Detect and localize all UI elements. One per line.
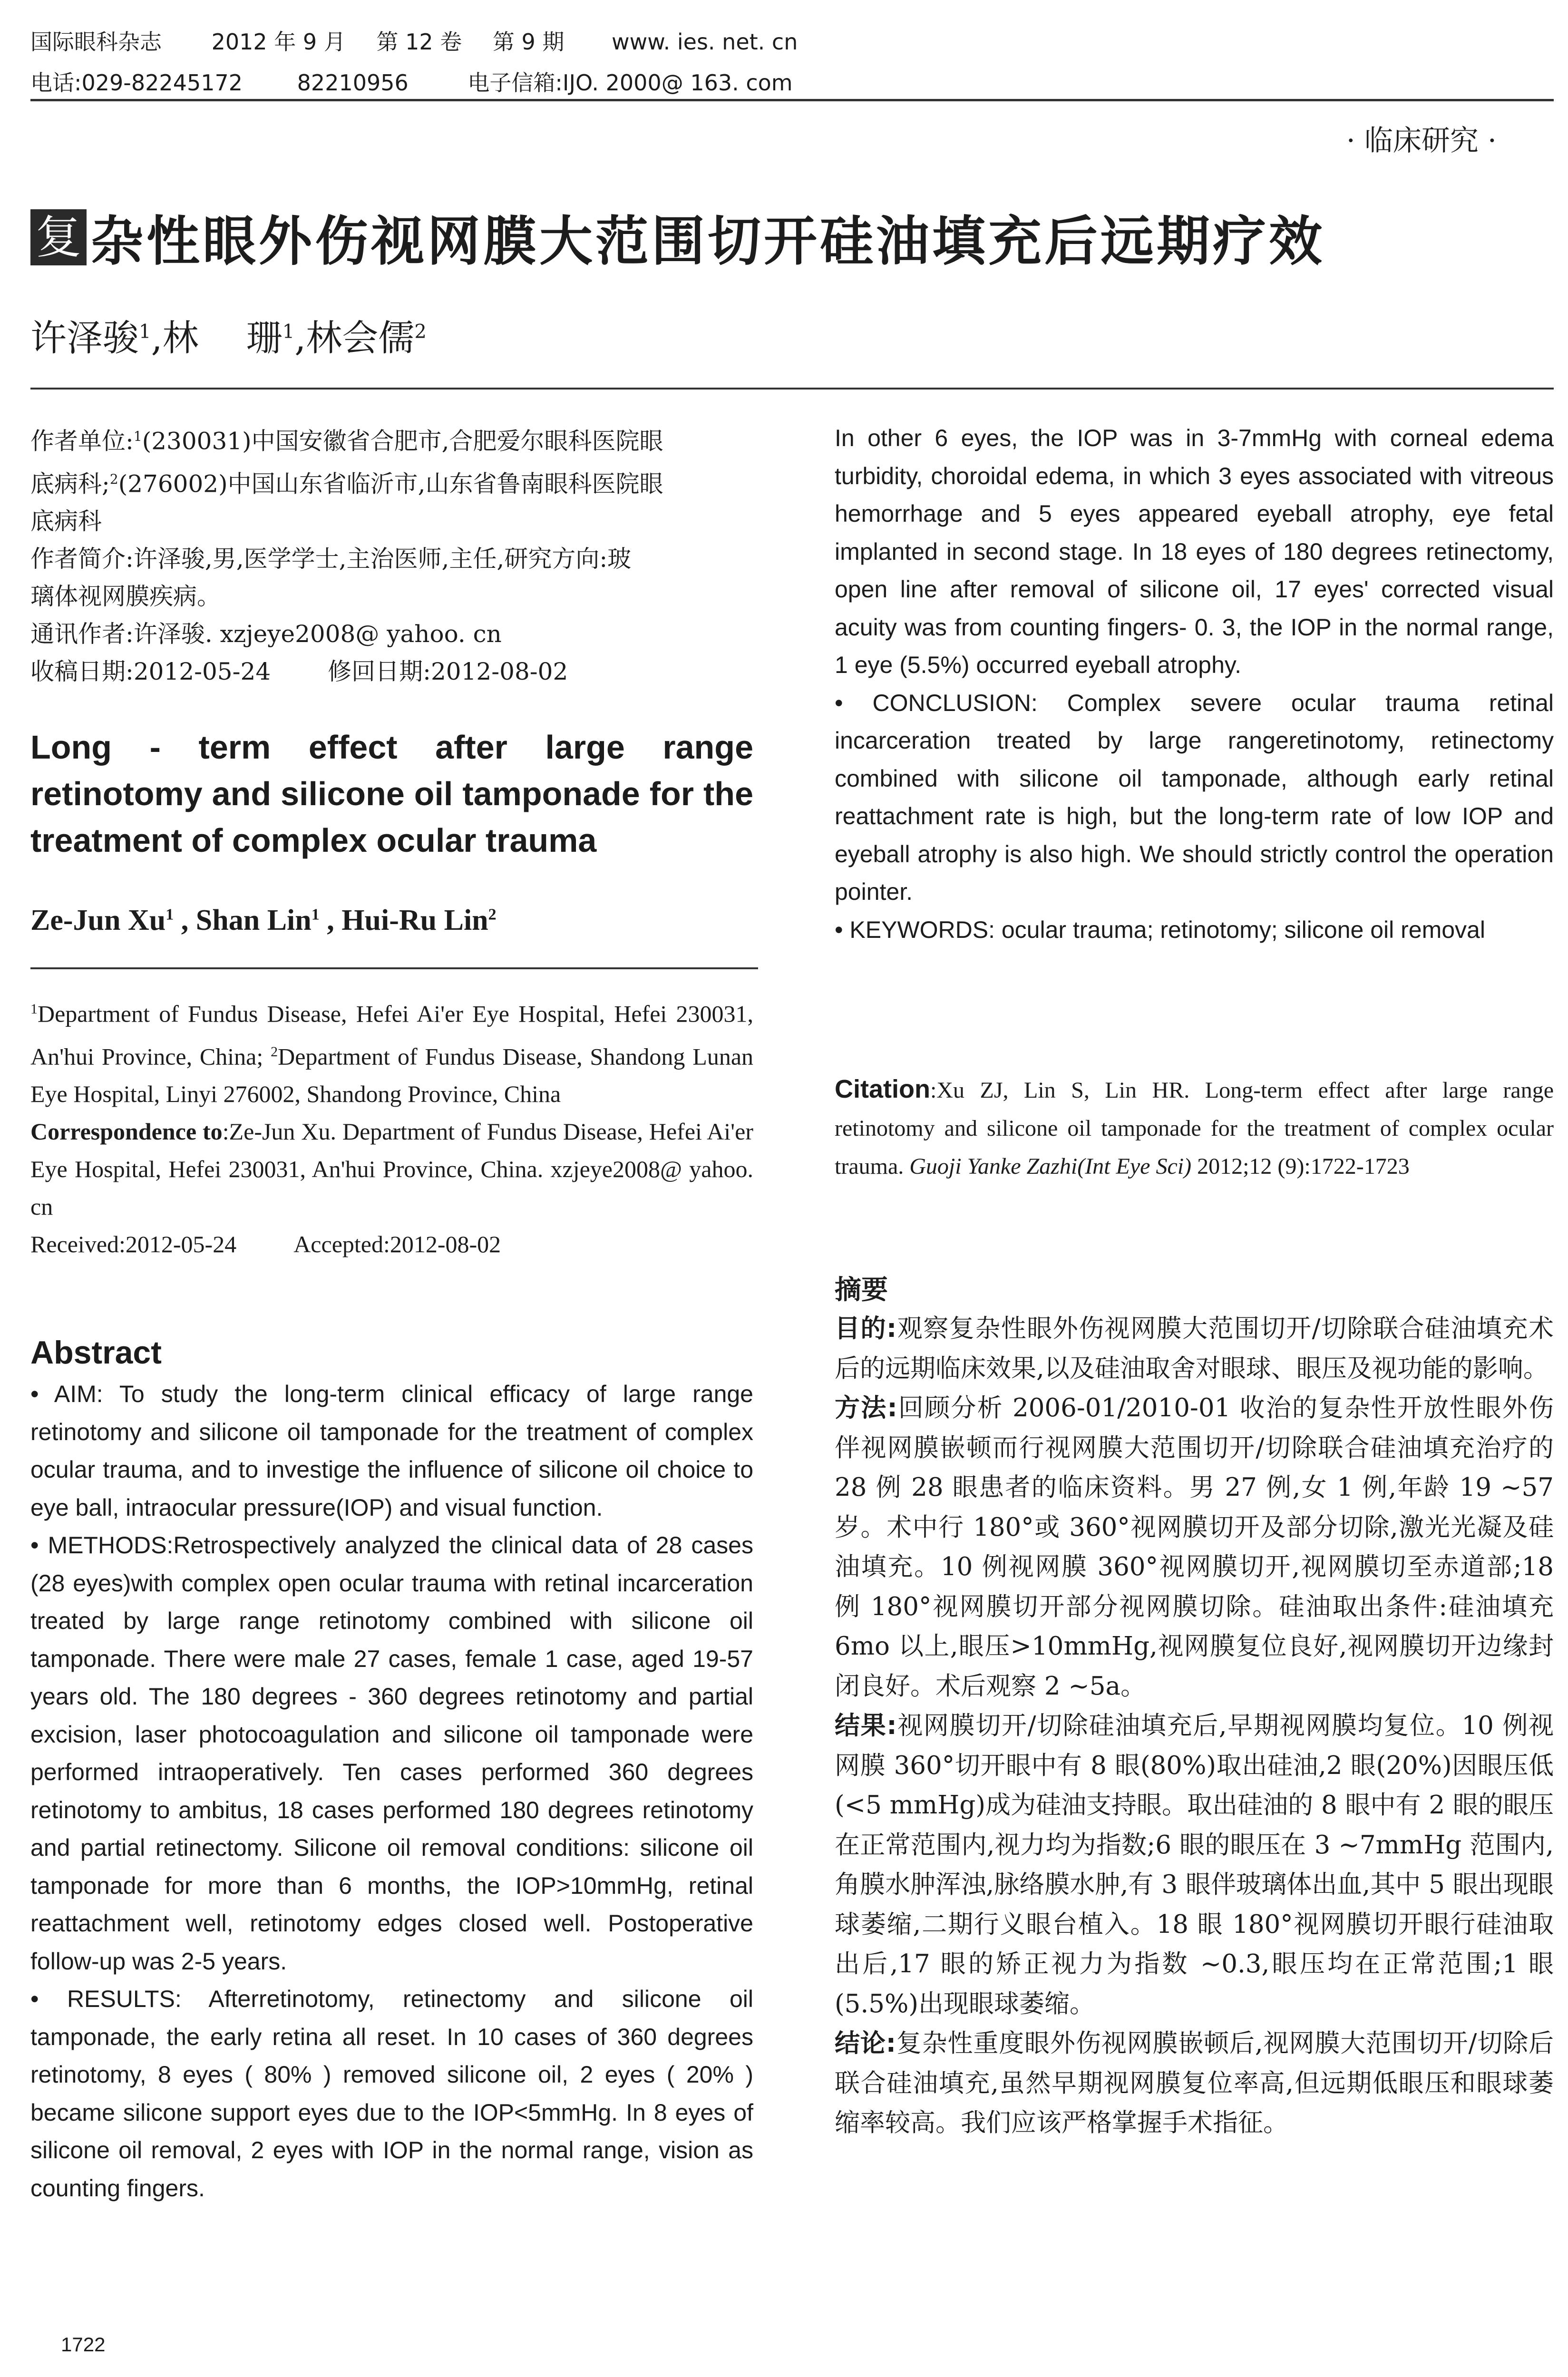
citation	[835, 1070, 1554, 1186]
en-authors: Ze-Jun Xu$^1$ , Shan Lin$^1$ , Hui-Ru Lin$^2$	[30, 904, 497, 936]
cn-results: 视网膜切开/切除硅油填充后,早期视网膜均复位。10 例视网膜 360°切开眼中有 8 眼(80%)取出硅油,2 眼(20%)因眼压低(<5 mmHg)成为硅油支持眼。取出硅油的 8 眼中有 2 眼的眼压在正常范围内,视力均为指数;6 眼的眼压在 3 ~7mmHg 范围内,角膜水肿浑浊,脉络膜水肿,有 3 眼伴玻璃体出血,其中 5 眼出现眼球萎缩,二期行义眼台植入。18 眼 180°视网膜切开眼行硅油取出后,17 眼的矫正视力为指数 ~0.3,眼压均在正常范围;1 眼(5.5%)出现眼球萎缩。	[835, 1711, 1554, 2018]
bio-line-1: 作者简介:许泽骏,男,医学学士,主治医师,主任,研究方向:玻	[30, 545, 632, 573]
author-cn-3-sup: 2	[414, 321, 427, 343]
issue-date: 2012 年 9 月	[211, 29, 346, 55]
cn-conclusion-label: 结论:	[835, 2029, 896, 2058]
abstract-right	[835, 419, 1554, 949]
unit-line-2b: (276002)中国山东省临沂市,山东省鲁南眼科医院眼	[118, 470, 663, 498]
unit-sup-1: 1	[133, 429, 142, 444]
unit-label: 作者单位:	[30, 427, 134, 455]
header-line-2	[30, 66, 793, 97]
corresponding-author-cn: 通讯作者:许泽骏. xzjeye2008@ yahoo. cn	[30, 620, 502, 648]
en-author-3-sup: 2	[488, 906, 497, 924]
author-cn-1-sup: 1	[139, 321, 151, 343]
author-cn-2: 林 珊	[162, 317, 282, 359]
phone-2: 82210956	[297, 70, 409, 96]
section-tag: · 临床研究 ·	[1346, 124, 1497, 157]
en-author-2: Shan Lin	[195, 904, 312, 936]
abstract-heading: Abstract	[30, 1335, 162, 1371]
abstract-keywords: • KEYWORDS: ocular trauma; retinotomy; silicone oil removal	[835, 916, 1485, 943]
journal-email[interactable]: 电子信箱:IJO. 2000@ 163. com	[467, 70, 793, 96]
phone: 电话:029-82245172	[30, 70, 243, 96]
title-rule	[30, 388, 1554, 390]
received-en: Received:2012-05-24	[30, 1231, 237, 1258]
cn-conclusion: 复杂性重度眼外伤视网膜嵌顿后,视网膜大范围切开/切除后联合硅油填充,虽然早期视网膜复位率高,但远期低眼压和眼球萎缩率较高。我们应该严格掌握手术指征。	[835, 2029, 1554, 2137]
cn-aim-label: 目的:	[835, 1314, 897, 1343]
abstract-conclusion: • CONCLUSION: Complex severe ocular trauma retinal incarceration treated by large rangeretinotomy, retinectomy combined with silicone oil tamponade, although early retinal reattachment rate is high, but the long-term rate of low IOP and eyeball atrophy is also high. We should strictly control the operation pointer.	[835, 689, 1554, 905]
abstract-results: • RESULTS: Afterretinotomy, retinectomy and silicone oil tamponade, the early retina all reset. In 10 cases of 360 degrees retinotomy, 8 eyes ( 80% ) removed silicone oil, 2 eyes ( 20% ) became silicone support eyes due to the IOP<5mmHg. In 8 eyes of silicone oil removal, 2 eyes with IOP in the normal range, vision as counting fingers.	[30, 1986, 753, 2202]
author-cn-3: 林会儒	[306, 317, 415, 359]
en-author-1: Ze-Jun Xu	[30, 904, 166, 936]
authors-cn	[30, 309, 427, 361]
header-line-1	[30, 25, 798, 56]
citation-label: Citation	[835, 1075, 930, 1103]
citation-journal: Guoji Yanke Zazhi(Int Eye Sci)	[909, 1154, 1192, 1179]
citation-text: :Xu ZJ, Lin S, Lin HR. Long-term effect after large range retinotomy and silicone oil tamponade for the treatment of complex ocular trauma.	[835, 1078, 1554, 1179]
volume: 第 12 卷	[376, 29, 462, 55]
abstract-aim: • AIM: To study the long-term clinical efficacy of large range retinotomy and silicone oil tamponade for the treatment of complex ocular trauma, and to investige the influence of silicone oil choice to eye ball, intraocular pressure(IOP) and visual function.	[30, 1381, 753, 1521]
author-cn-1: 许泽骏	[30, 317, 139, 359]
article-title	[30, 199, 1325, 275]
citation-volume: 2012;12 (9):1722-1723	[1191, 1154, 1410, 1179]
journal-name: 国际眼科杂志	[30, 29, 162, 55]
unit-line-2a: 底病科;	[30, 470, 110, 498]
received-cn: 收稿日期:2012-05-24	[30, 658, 271, 686]
abstract-methods: • METHODS:Retrospectively analyzed the clinical data of 28 cases (28 eyes)with complex open ocular trauma with retinal incarceration treated by large range retinotomy combined with silicone oil tamponade. There were male 27 cases, female 1 case, aged 19-57 years old. The 180 degrees - 360 degrees retinotomy and partial excision, laser photocoagulation and silicone oil tamponade were performed intraoperatively. Ten cases performed 360 degrees retinotomy to ambitus, 18 cases performed 180 degrees retinotomy and partial retinectomy. Silicone oil removal conditions: silicone oil tamponade for more than 6 months, the IOP>10mmHg, retinal reattachment well, retinotomy edges closed well. Postoperative follow-up was 2-5 years.	[30, 1532, 753, 1975]
title-boxed-char: 复	[30, 209, 87, 265]
cn-methods-label: 方法:	[835, 1393, 897, 1422]
author-sep: ,	[294, 317, 306, 359]
en-title-block	[30, 724, 753, 864]
en-author-1-sup: 1	[166, 906, 174, 924]
authors-rule	[30, 967, 758, 969]
en-title: Long - term effect after large range retinotomy and silicone oil tamponade for the treatment of complex ocular trauma	[30, 729, 753, 859]
page-number: 1722	[61, 2333, 106, 2356]
header-rule	[30, 99, 1554, 101]
cn-aim: 观察复杂性眼外伤视网膜大范围切开/切除联合硅油填充术后的远期临床效果,以及硅油取舍对眼球、眼压及视功能的影响。	[835, 1314, 1554, 1383]
journal-website[interactable]: www. ies. net. cn	[612, 29, 798, 55]
title-text: 杂性眼外伤视网膜大范围切开硅油填充后远期疗效	[90, 211, 1325, 273]
affil-sup-1: 1	[30, 1001, 38, 1017]
unit-line-1: (230031)中国安徽省合肥市,合肥爱尔眼科医院眼	[142, 427, 663, 455]
affil-1: Department of Fundus Disease, Hefei Ai'er Eye Hospital, Hefei 230031, An'hui Province, China;	[30, 1000, 753, 1070]
unit-line-3: 底病科	[30, 507, 102, 536]
cn-results-label: 结果:	[835, 1711, 897, 1740]
author-sep: ,	[151, 317, 163, 359]
correspondence-text: :Ze-Jun Xu. Department of Fundus Disease, Hefei Ai'er Eye Hospital, Hefei 230031, An'hui Province, China. xzjeye2008@ yahoo. cn	[30, 1118, 753, 1220]
author-cn-2-sup: 1	[282, 321, 295, 343]
revised-cn: 修回日期:2012-08-02	[328, 658, 568, 686]
correspondence-label: Correspondence to	[30, 1118, 223, 1145]
abstract-left	[30, 1375, 753, 2207]
unit-sup-2: 2	[109, 471, 118, 487]
bio-line-2: 璃体视网膜疾病。	[30, 583, 221, 611]
affil-2: Department of Fundus Disease, Shandong Lunan Eye Hospital, Linyi 276002, Shandong Province, China	[30, 1043, 754, 1108]
cn-methods: 回顾分析 2006-01/2010-01 收治的复杂性开放性眼外伤伴视网膜嵌顿而行视网膜大范围切开/切除联合硅油填充治疗的 28 例 28 眼患者的临床资料。男 27 例,女 1 例,年龄 19 ~57 岁。术中行 180°或 360°视网膜切开及部分切除,激光光凝及硅油填充。10 例视网膜 360°视网膜切开,视网膜切至赤道部;18 例 180°视网膜切开部分视网膜切除。硅油取出条件:硅油填充 6mo 以上,眼压>10mmHg,视网膜复位良好,视网膜切开边缘封闭良好。术后观察 2 ~5a。	[835, 1393, 1554, 1701]
en-author-2-sup: 1	[311, 906, 320, 924]
cn-abstract-heading: 摘要	[835, 1275, 888, 1305]
en-author-3: Hui-Ru Lin	[341, 904, 488, 936]
issue-number: 第 9 期	[492, 29, 565, 55]
affil-sup-2: 2	[271, 1043, 278, 1060]
affiliations	[30, 990, 753, 1263]
abstract-results-cont: In other 6 eyes, the IOP was in 3-7mmHg with corneal edema turbidity, choroidal edema, in which 3 eyes associated with vitreous hemorrhage and 5 eyes appeared eyeball atrophy, eye fetal implanted in second stage. In 18 eyes of 180 degrees retinectomy, open line after removal of silicone oil, 17 eyes' corrected visual acuity was from counting fingers- 0. 3, the IOP in the normal range, 1 eye (5.5%) occurred eyeball atrophy.	[835, 425, 1554, 678]
author-info-cn	[30, 418, 753, 691]
accepted-en: Accepted:2012-08-02	[293, 1231, 501, 1258]
cn-abstract	[835, 1309, 1554, 2143]
